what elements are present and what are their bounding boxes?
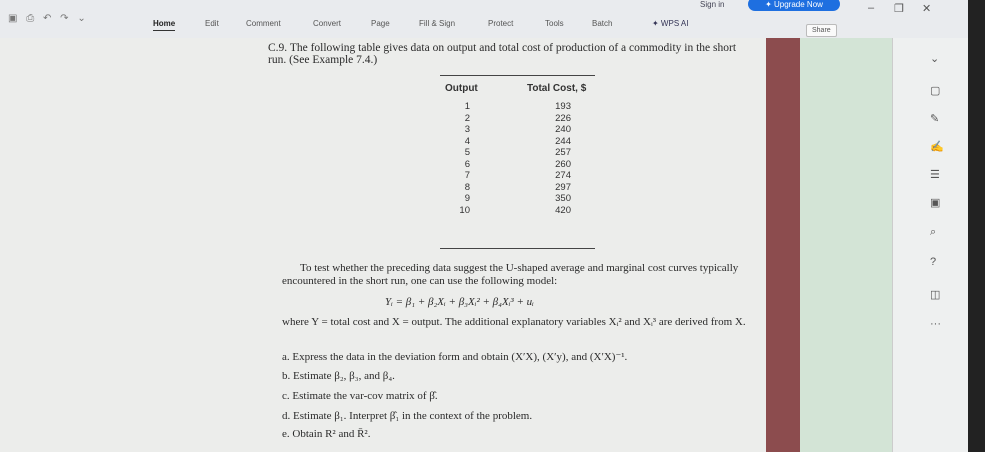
collapse-icon[interactable]: ⌄ xyxy=(930,53,940,65)
sign-icon[interactable]: ✍ xyxy=(930,141,944,153)
help-icon[interactable]: ? xyxy=(930,256,937,268)
table-cell-cost: 350 xyxy=(555,193,571,204)
table-cell-cost: 240 xyxy=(555,124,571,135)
frame-icon[interactable]: ▣ xyxy=(930,197,941,209)
table-cell-cost: 260 xyxy=(555,158,571,170)
table-cell-cost: 226 xyxy=(555,112,571,124)
screen-bezel xyxy=(968,0,985,452)
background-area xyxy=(800,38,892,452)
tab-page[interactable]: Page xyxy=(371,19,390,28)
table-cell-output: 10 xyxy=(459,204,470,216)
right-sidebar xyxy=(892,38,968,452)
tab-convert[interactable]: Convert xyxy=(313,19,342,28)
quick-access-icons[interactable]: ▣ ⎙ ↶ ↷ ⌄ xyxy=(8,13,89,24)
table-cell-cost: 257 xyxy=(555,147,571,158)
toolbar xyxy=(0,0,968,38)
model-equation: Yᵢ = β₁ + β₂Xᵢ + β₃Xᵢ² + β₄Xᵢ³ + uᵢ xyxy=(385,296,534,308)
item-a: a. Express the data in the deviation form and obtain (X′X), (X′y), and (X′X)⁻¹. xyxy=(282,351,628,363)
panel-icon[interactable]: ◫ xyxy=(930,289,941,301)
item-b: b. Estimate β₂, β₃, and β₄. xyxy=(282,370,395,382)
table-cell-output: 9 xyxy=(464,193,470,204)
cost-column xyxy=(545,101,571,216)
output-column xyxy=(450,101,470,216)
search-icon[interactable]: ⌕ xyxy=(930,226,937,238)
close-button[interactable]: ✕ xyxy=(922,3,932,15)
tab-protect[interactable]: Protect xyxy=(488,19,514,28)
tab-comment[interactable]: Comment xyxy=(246,19,281,28)
problem-title: C.9. The following table gives data on output and total cost of production of a commodity in the short run. (See Example 7.4.) xyxy=(268,42,737,66)
maximize-button[interactable]: ❐ xyxy=(894,3,904,15)
tab-tools[interactable]: Tools xyxy=(545,19,564,28)
data-table xyxy=(440,75,595,249)
item-d: d. Estimate β₁. Interpret β̂₁ in the context of the problem. xyxy=(282,410,533,422)
table-cell-cost: 274 xyxy=(555,170,571,181)
where-text: where Y = total cost and X = output. The additional explanatory variables Xᵢ² and Xᵢ³ are derived from X. xyxy=(282,316,746,328)
minimize-button[interactable]: – xyxy=(868,2,875,14)
table-cell-output: 1 xyxy=(464,101,470,112)
tab-wps-ai[interactable]: ✦ WPS AI xyxy=(652,19,689,28)
paragraph: To test whether the preceding data suggest the U-shaped average and marginal cost curves typically encountered in the short run, one can use the following model: xyxy=(282,262,739,287)
table-cell-output: 6 xyxy=(464,158,470,170)
table-cell-output: 4 xyxy=(464,135,470,147)
upgrade-button[interactable]: ✦ Upgrade Now xyxy=(748,0,840,11)
tab-edit[interactable]: Edit xyxy=(205,19,219,28)
item-e: e. Obtain R² and R̄². xyxy=(282,428,371,440)
table-cell-output: 8 xyxy=(464,181,470,193)
more-icon[interactable]: ··· xyxy=(930,318,941,330)
page-edge xyxy=(766,38,800,452)
table-cell-cost: 244 xyxy=(555,135,571,147)
thumbnail-icon[interactable]: ▢ xyxy=(930,85,941,97)
item-c: c. Estimate the var-cov matrix of β̂. xyxy=(282,390,438,402)
table-cell-cost: 193 xyxy=(555,101,571,112)
table-cell-cost: 297 xyxy=(555,181,571,193)
sign-in-button[interactable]: Sign in xyxy=(700,0,725,9)
header-output: Output xyxy=(445,83,478,94)
edit-icon[interactable]: ✎ xyxy=(930,113,940,125)
share-button[interactable]: Share xyxy=(806,24,837,37)
table-cell-output: 2 xyxy=(464,112,470,124)
table-cell-output: 7 xyxy=(464,170,470,181)
tab-home[interactable]: Home xyxy=(153,19,175,31)
table-cell-output: 5 xyxy=(464,147,470,158)
tab-fill-sign[interactable]: Fill & Sign xyxy=(419,19,456,28)
header-total-cost: Total Cost, $ xyxy=(527,83,587,94)
table-cell-cost: 420 xyxy=(555,204,571,216)
tab-batch[interactable]: Batch xyxy=(592,19,613,28)
table-cell-output: 3 xyxy=(464,124,470,135)
list-icon[interactable]: ☰ xyxy=(930,169,940,181)
